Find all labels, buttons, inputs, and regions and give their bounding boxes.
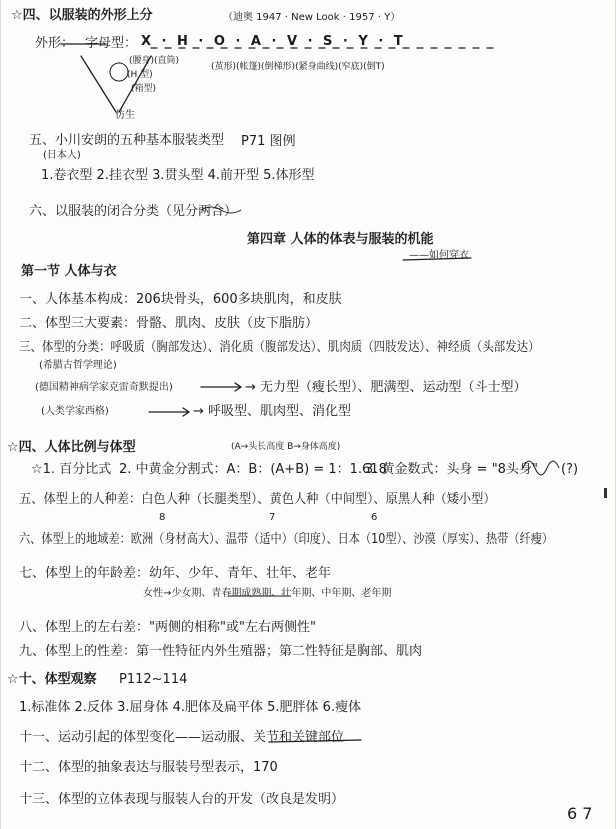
five-garment-types: 1.卷衣型 2.挂衣型 3.贯头型 4.前开型 5.体形型 bbox=[41, 168, 315, 183]
note-greek: (希腊古哲学理论) bbox=[39, 360, 117, 371]
dior-note: （迪奥 1947 · New Look · 1957 · Y） bbox=[223, 12, 401, 23]
item-age-difference: 七、体型上的年龄差：幼年、少年、青年、壮年、老年 bbox=[19, 566, 332, 581]
sigaud-types: → 呼吸型、肌肉型、消化型 bbox=[193, 404, 352, 419]
item-dress-form: 十三、体型的立体表现与服装人台的开发（改良是发明） bbox=[19, 792, 345, 807]
letter-notes-2: (茧形)(帐篷)(倒梯形)(紧身曲线)(窄底)(倒T) bbox=[211, 62, 385, 72]
note-kretschmer: (德国精神病学家克雷奇默提出) bbox=[35, 382, 173, 393]
chapter-subtitle: ——如何穿衣 bbox=[409, 250, 469, 261]
method-golden-ratio: 2. 中黄金分割式：A：B：(A+B) = 1：1.618 bbox=[119, 462, 387, 477]
item-movement: 十一、运动引起的体型变化——运动服、关节和关键部位 bbox=[19, 730, 345, 745]
letter-notes-3: (H 型) bbox=[127, 70, 153, 80]
label-letter-types: 字母型： bbox=[85, 36, 138, 51]
letter-notes-4: (箱型) bbox=[131, 84, 157, 94]
note-ab: (A→头长高度 B→身体高度) bbox=[231, 442, 341, 452]
branch-line bbox=[81, 56, 116, 112]
letter-shapes: X · H · O · A · V · S · Y · T bbox=[141, 34, 406, 49]
kretschmer-types: → 无力型（瘦长型）、肥满型、运动型（斗士型） bbox=[245, 380, 527, 395]
item-left-right-difference: 八、体型上的左右差："两侧的相称"或"左右两侧性" bbox=[19, 620, 316, 635]
page-number: 6 7 bbox=[567, 804, 593, 823]
item-size-system: 十二、体型的抽象表达与服装号型表示，170 bbox=[19, 760, 278, 775]
letter-notes-1: (腰身)(直筒) bbox=[129, 56, 180, 66]
female-stages: 女性→少女期、青春期成熟期、壮年期、中年期、老年期 bbox=[143, 588, 392, 599]
race-num-8: 8 bbox=[159, 512, 166, 523]
item-region-difference: 六、体型上的地域差：欧洲（身材高大）、温带（适中）（印度）、日本（10型）、沙漠（厚实）、热带（纤瘦） bbox=[19, 532, 554, 547]
section-title: 第一节 人体与衣 bbox=[21, 264, 117, 279]
method-percentage: ☆1. 百分比式 bbox=[31, 462, 112, 477]
race-num-6: 6 bbox=[371, 512, 378, 523]
item-body-types: 三、体型的分类：呼吸质（胸部发达）、消化质（腹部发达）、肌肉质（四肢发达）、神经质（头部发达） bbox=[19, 340, 540, 355]
question-mark-note: (?) bbox=[561, 462, 579, 477]
item-sex-difference: 九、体型上的性差：第一性特征内外生殖器；第二性特征是胸部、肌肉 bbox=[19, 644, 423, 659]
edge-mark bbox=[604, 488, 607, 498]
arrow-1 bbox=[201, 383, 241, 391]
item-body-structure: 一、人体基本构成：206块骨头，600多块肌肉，和皮肤 bbox=[19, 292, 342, 307]
item-body-elements: 二、体型三大要素：骨骼、肌肉、皮肤（皮下脂肪） bbox=[19, 316, 319, 331]
page-ref-p112: P112~114 bbox=[119, 672, 188, 687]
heading-silhouette: ☆四、以服装的外形上分 bbox=[11, 8, 153, 23]
page-ref-p71: P71 图例 bbox=[241, 134, 296, 149]
heading-body-observation: ☆十、体型观察 bbox=[7, 672, 97, 687]
bionic-label: 仿生 bbox=[115, 110, 135, 121]
heading-ogawa-types: 五、小川安朗的五种基本服装类型 bbox=[29, 133, 225, 148]
heading-proportion: ☆四、人体比例与体型 bbox=[7, 440, 136, 455]
note-sigaud: (人类学家西格) bbox=[41, 406, 109, 417]
item-race-difference: 五、体型上的人种差：白色人种（长腿类型）、黄色人种（中间型）、原黑人种（矮小型） bbox=[19, 492, 496, 507]
race-num-7: 7 bbox=[269, 512, 276, 523]
method-head-count: 3. 黄金数式：头身 = "8头身" bbox=[365, 462, 538, 477]
heading-closure-class: 六、以服装的闭合分类（见分两合） bbox=[29, 204, 238, 219]
chapter-title: 第四章 人体的体表与服装的机能 bbox=[247, 232, 434, 247]
label-silhouette: 外形： bbox=[35, 36, 75, 51]
arrow-2 bbox=[149, 408, 189, 416]
japanese-note: (日本人) bbox=[43, 150, 81, 161]
body-types-list: 1.标准体 2.反体 3.屈身体 4.肥体及扁平体 5.肥胖体 6.瘦体 bbox=[19, 700, 362, 715]
circle-mark bbox=[110, 63, 128, 81]
